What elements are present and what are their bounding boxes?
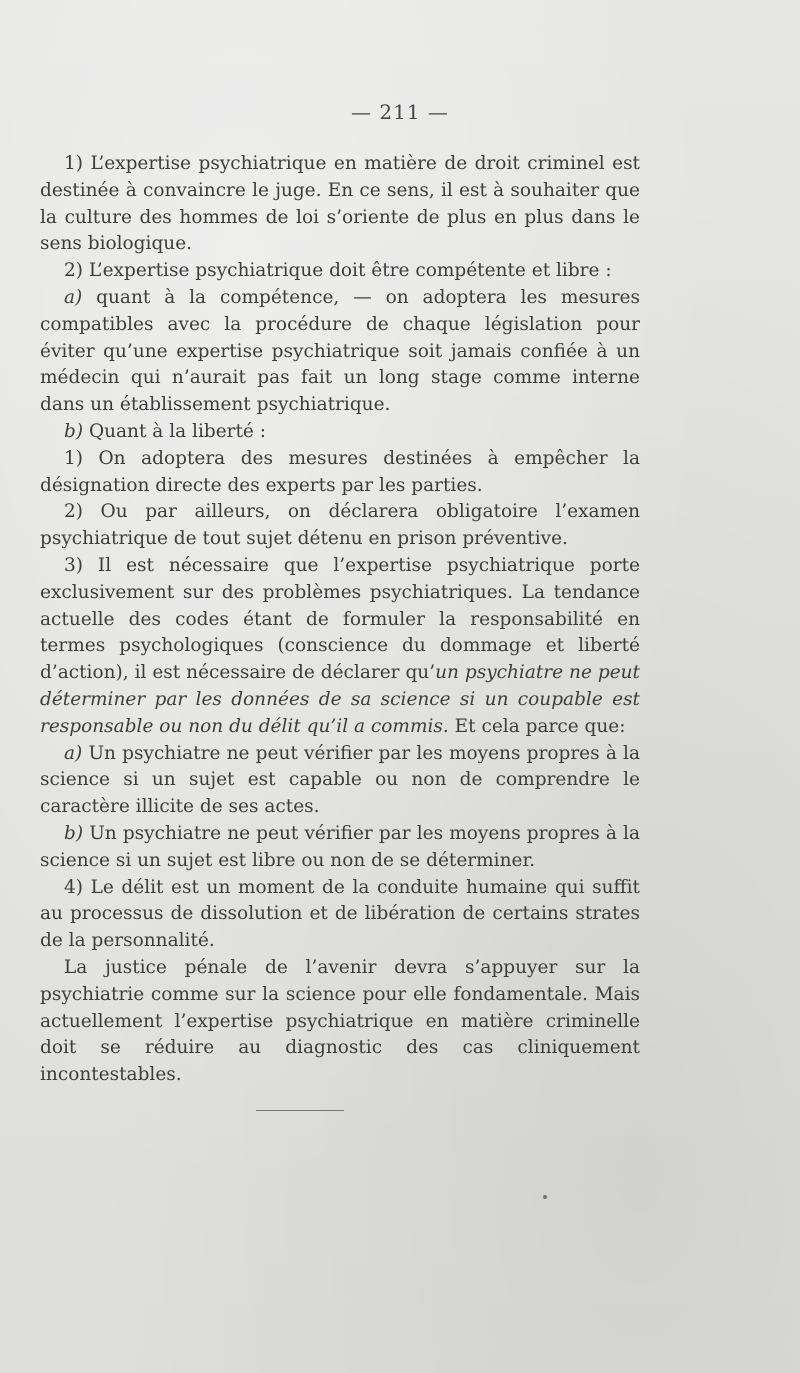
paragraph: La justice pénale de l’avenir devra s’appuyer sur la psychiatrie comme sur la science pour elle fondamentale. Mais actuellement l’expertise psychiatrique en matière criminelle doit se réduire au diagnostic des cas cliniquement incontestables. [40, 956, 640, 1086]
italic-statement: un psychiatre ne peut déterminer par les données de sa science si un coupable est responsable ou non du délit qu’il a commis. [40, 662, 640, 737]
paragraph: 4) Le délit est un moment de la conduite humaine qui suffit au processus de dissolution et de libération de certains strates de la personnalité. [40, 876, 640, 952]
paragraph: 2) Ou par ailleurs, on déclarera obligatoire l’examen psychiatrique de tout sujet détenu en prison préventive. [40, 501, 640, 550]
list-marker: a) [64, 286, 83, 308]
paragraph: 1) On adoptera des mesures destinées à empêcher la désignation directe des experts par les parties. [40, 447, 640, 496]
paragraph: a) quant à la compétence, — on adoptera les mesures compatibles avec la procédure de chaque législation pour éviter qu’une expertise psychiatrique soit jamais confiée à un médecin qui n’aurait pas fait un long stage comme interne dans un établissement psychiatrique. [40, 286, 640, 416]
paragraph: 1) L’expertise psychiatrique en matière de droit criminel est destinée à convaincre le juge. En ce sens, il est à souhaiter que la culture des hommes de loi s’oriente de plus en plus dans le sens biologique. [40, 153, 640, 255]
print-speck [543, 1195, 547, 1199]
paragraph: b) Un psychiatre ne peut vérifier par les moyens propres à la science si un sujet est libre ou non de se déterminer. [40, 822, 640, 871]
list-marker: b) [64, 420, 84, 442]
paragraph: 3) Il est nécessaire que l’expertise psychiatrique porte exclusivement sur des problèmes psychiatriques. La tendance actuelle des codes étant de formuler la responsabilité en termes psychologiques (conscience du dommage et liberté d’action), il est nécessaire de déclarer qu’un psychiatre ne peut déterminer par les données de sa science si un coupable est responsable ou non du délit qu’il a commis. Et cela parce que: [40, 554, 640, 737]
list-marker: a) [64, 742, 83, 764]
paragraph: 2) L’expertise psychiatrique doit être compétente et libre : [64, 260, 612, 282]
page-number: — 211 — [351, 100, 449, 124]
body-text [40, 151, 640, 1089]
paragraph: b) Quant à la liberté : [64, 420, 266, 442]
list-marker: b) [64, 822, 84, 844]
footer-rule [256, 1110, 344, 1111]
paragraph: a) Un psychiatre ne peut vérifier par les moyens propres à la science si un sujet est capable ou non de comprendre le caractère illicite de ses actes. [40, 742, 640, 818]
